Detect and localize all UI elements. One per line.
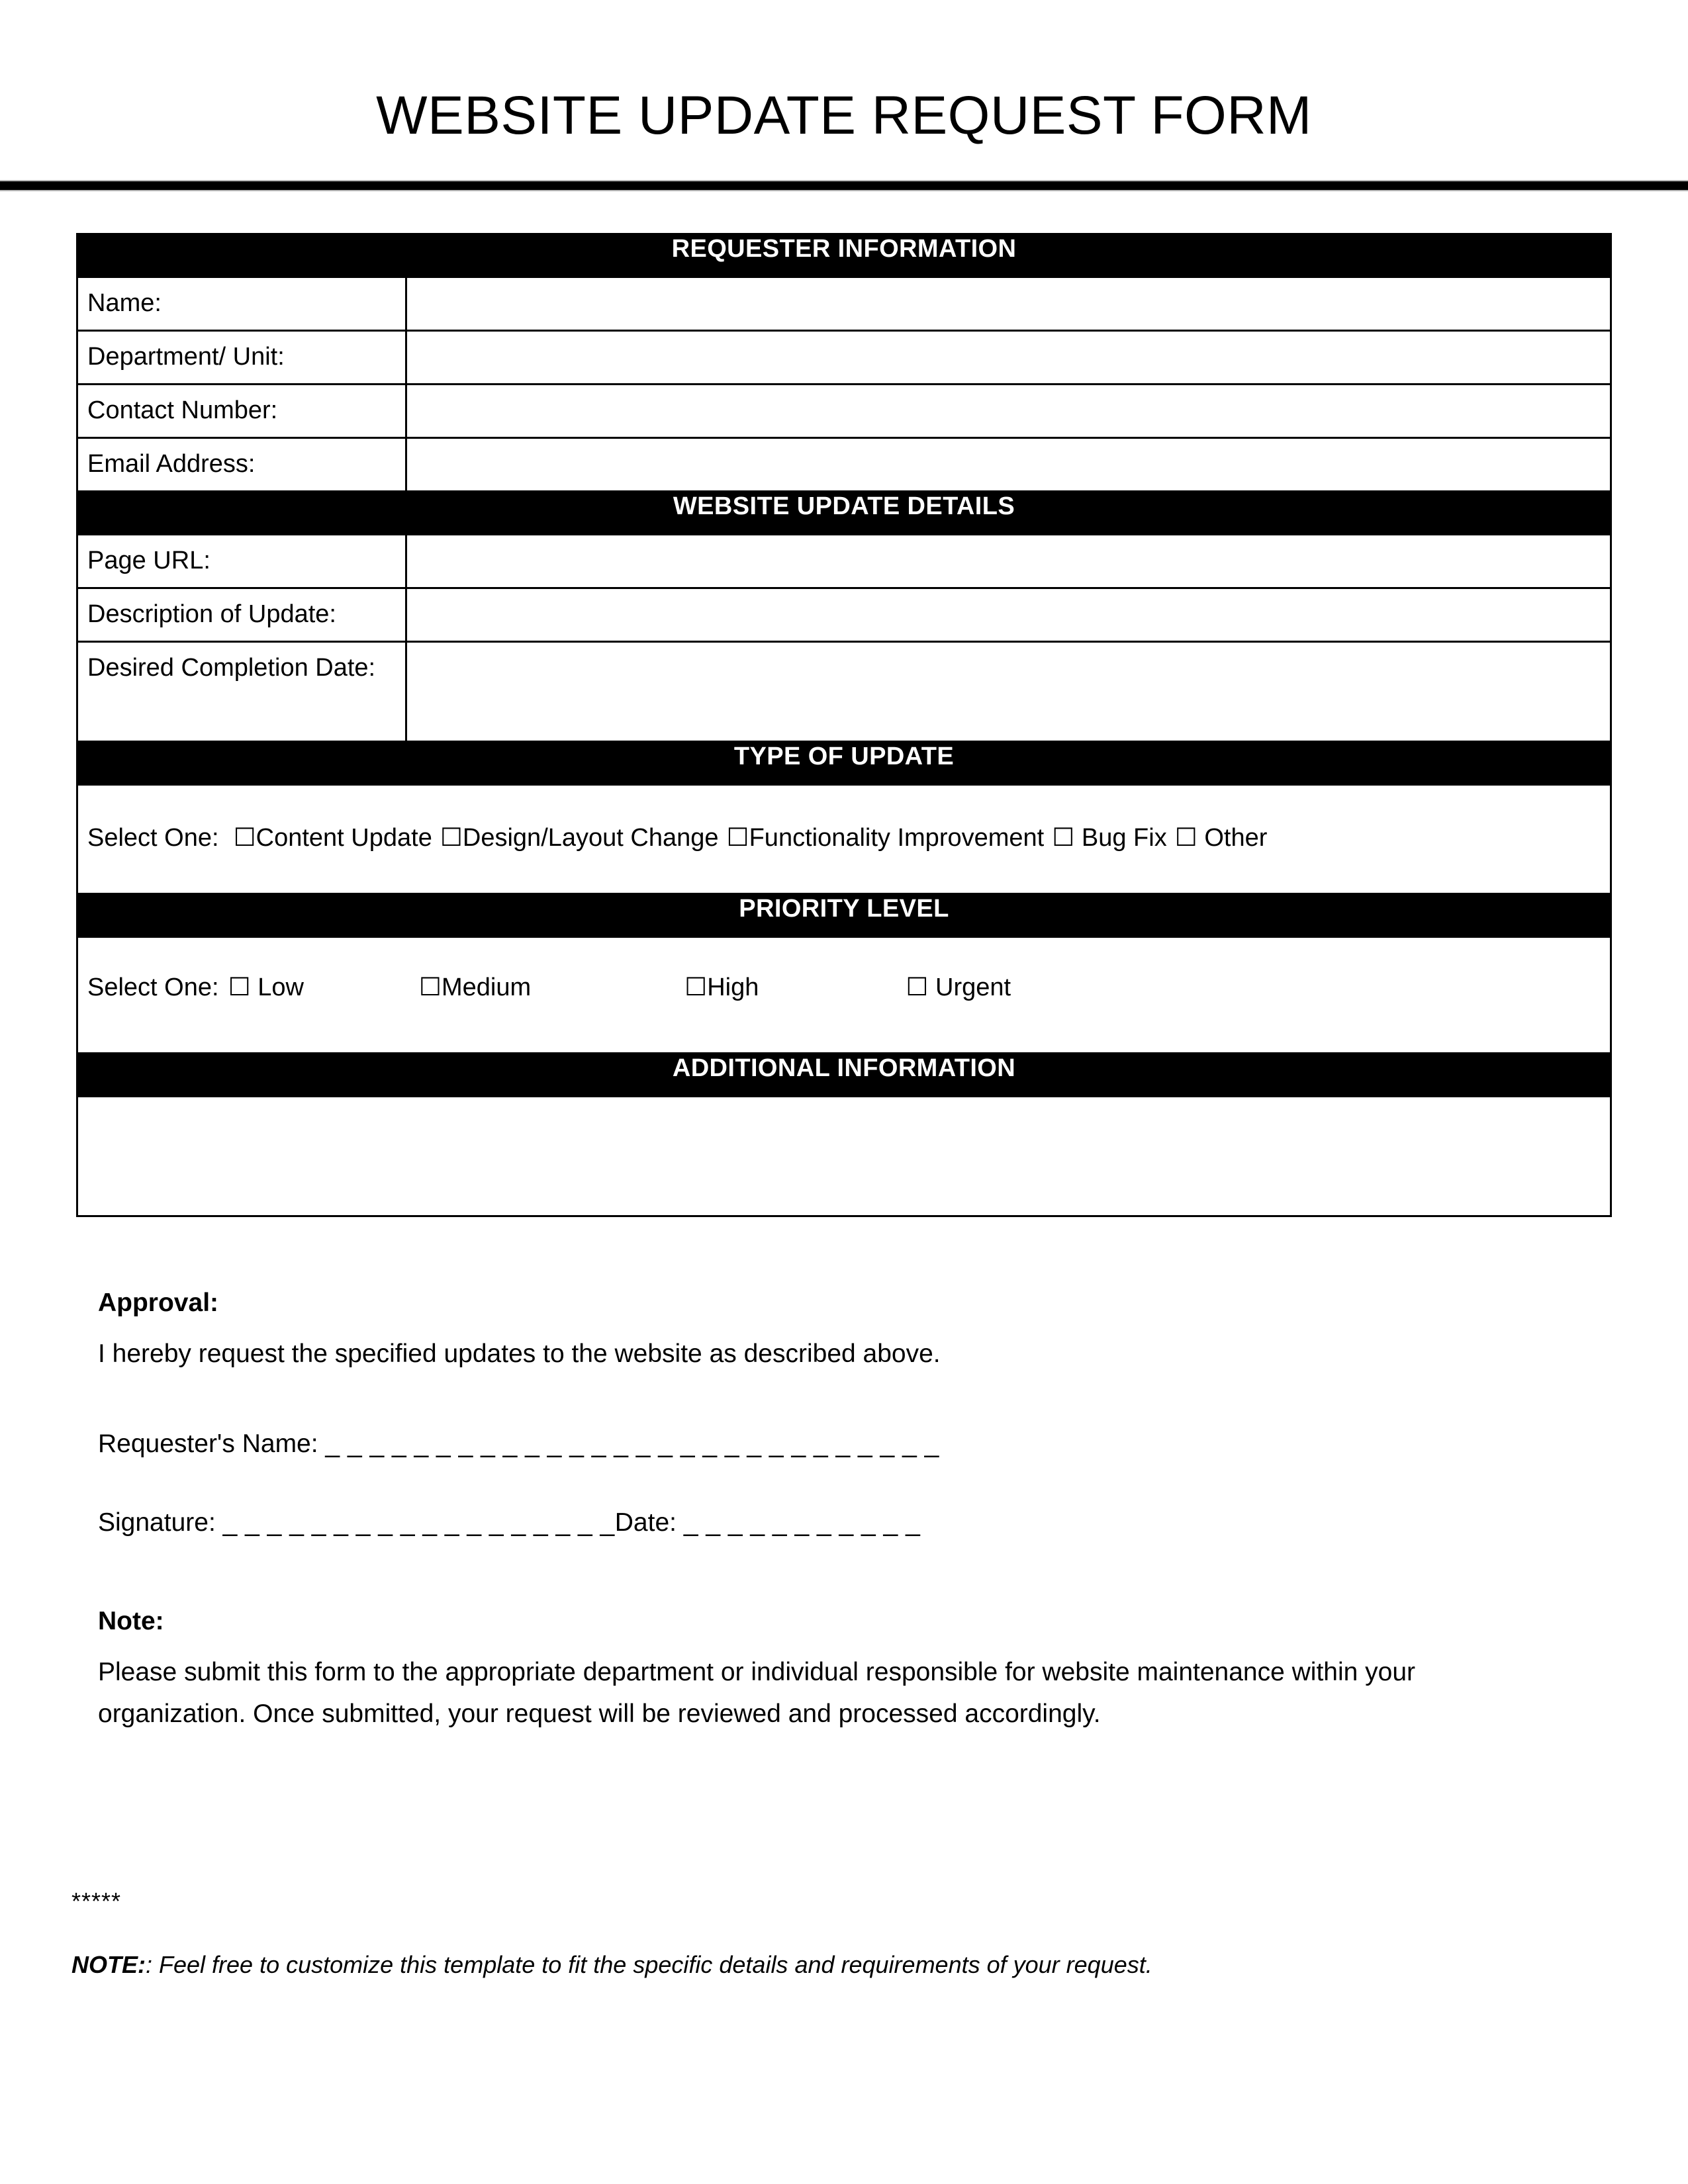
checkbox-icon[interactable]: ☐ (440, 823, 463, 852)
checkbox-option-other[interactable] (1175, 824, 1268, 852)
field-input-contact-number[interactable] (406, 385, 1611, 438)
date-label: Date: (614, 1508, 684, 1537)
section-header-requester-information (77, 234, 1611, 277)
section-header-label: TYPE OF UPDATE (77, 742, 1611, 785)
requesters-name-blank[interactable]: _ _ _ _ _ _ _ _ _ _ _ _ _ _ _ _ _ _ _ _ _ _ _ _ _ _ _ _ (325, 1429, 939, 1458)
table-row (77, 1097, 1611, 1216)
requesters-name-line (98, 1423, 1521, 1465)
checkbox-option-functionality-improvement[interactable] (727, 824, 1045, 852)
footer-separator-asterisks: ***** (71, 1888, 122, 1915)
section-header-website-update-details (77, 492, 1611, 535)
table-row (77, 331, 1611, 385)
signature-blank[interactable]: _ _ _ _ _ _ _ _ _ _ _ _ _ _ _ _ _ _ (222, 1508, 615, 1537)
checkbox-label: Other (1204, 824, 1268, 852)
field-input-desired-completion-date[interactable] (406, 642, 1611, 742)
checkbox-label: Design/Layout Change (462, 824, 719, 852)
footer-note-label: NOTE: (71, 1951, 146, 1978)
field-label-page-url: Page URL: (77, 535, 406, 588)
footer-note-text: : Feel free to customize this template to fit the specific details and requirements of your request. (146, 1951, 1152, 1978)
checkbox-option-high[interactable] (684, 972, 759, 1002)
approval-heading: Approval: (98, 1289, 219, 1318)
priority-level-options-row (77, 937, 1611, 1054)
form-table (76, 233, 1612, 1217)
checkbox-label: Urgent (935, 974, 1011, 1002)
title-divider (0, 180, 1688, 191)
note-block (98, 1600, 1521, 1735)
checkbox-icon[interactable]: ☐ (228, 972, 251, 1002)
checkbox-label: Bug Fix (1081, 824, 1167, 852)
requesters-name-label: Requester's Name: (98, 1429, 326, 1458)
signature-label: Signature: (98, 1508, 223, 1537)
checkbox-option-medium[interactable] (419, 972, 531, 1002)
field-input-page-url[interactable] (406, 535, 1611, 588)
checkbox-option-bug-fix[interactable] (1052, 824, 1166, 852)
field-label-desired-completion-date: Desired Completion Date: (77, 642, 406, 742)
checkbox-option-urgent[interactable] (906, 972, 1011, 1002)
field-input-name[interactable] (406, 277, 1611, 331)
note-body: Please submit this form to the appropriate department or individual responsible for website maintenance within your organization. Once submitted, your request will be reviewed and processed accordingly. (98, 1658, 1416, 1729)
checkbox-label: High (707, 974, 759, 1002)
field-label-description-of-update: Description of Update: (77, 588, 406, 642)
section-header-label: PRIORITY LEVEL (77, 894, 1611, 937)
checkbox-icon[interactable]: ☐ (726, 823, 749, 852)
table-row (77, 438, 1611, 492)
table-row (77, 588, 1611, 642)
field-input-description-of-update[interactable] (406, 588, 1611, 642)
table-row (77, 785, 1611, 894)
signature-date-line (98, 1502, 1521, 1543)
type-of-update-options-row (77, 785, 1611, 894)
checkbox-option-low[interactable] (228, 972, 304, 1002)
date-blank[interactable]: _ _ _ _ _ _ _ _ _ _ _ (683, 1508, 921, 1537)
table-row (77, 385, 1611, 438)
checkbox-label: Functionality Improvement (749, 824, 1045, 852)
field-label-department-unit: Department/ Unit: (77, 331, 406, 385)
approval-statement: I hereby request the specified updates to the website as described above. (98, 1340, 941, 1369)
field-label-name: Name: (77, 277, 406, 331)
section-header-label: WEBSITE UPDATE DETAILS (77, 492, 1611, 535)
checkbox-label: Medium (442, 974, 532, 1002)
field-label-contact-number: Contact Number: (77, 385, 406, 438)
note-heading: Note: (98, 1606, 164, 1635)
table-row (77, 937, 1611, 1054)
page-title: WEBSITE UPDATE REQUEST FORM (376, 85, 1312, 146)
field-input-email-address[interactable] (406, 438, 1611, 492)
approval-block (98, 1282, 1521, 1735)
table-row (77, 642, 1611, 742)
checkbox-icon[interactable]: ☐ (684, 972, 708, 1002)
form-table-wrapper (76, 233, 1612, 1217)
layout-spacer (98, 1465, 1521, 1502)
additional-information-input[interactable] (77, 1097, 1611, 1216)
checkbox-icon[interactable]: ☐ (1052, 823, 1075, 852)
checkbox-label: Content Update (256, 824, 432, 852)
section-header-label: ADDITIONAL INFORMATION (77, 1054, 1611, 1097)
type-select-one-label: Select One: (87, 824, 219, 852)
field-label-email-address: Email Address: (77, 438, 406, 492)
checkbox-icon[interactable]: ☐ (1174, 823, 1197, 852)
title-block (0, 0, 1688, 144)
footer-note (71, 1947, 1528, 1983)
checkbox-icon[interactable]: ☐ (233, 823, 256, 852)
table-row (77, 277, 1611, 331)
footer-block (71, 1884, 1528, 1983)
checkbox-icon[interactable]: ☐ (418, 972, 442, 1002)
section-header-priority-level (77, 894, 1611, 937)
checkbox-label: Low (258, 974, 304, 1002)
section-header-label: REQUESTER INFORMATION (77, 234, 1611, 277)
layout-spacer (98, 1375, 1521, 1423)
checkbox-option-design-layout-change[interactable] (440, 824, 719, 852)
section-header-additional-information (77, 1054, 1611, 1097)
table-row (77, 535, 1611, 588)
field-input-department-unit[interactable] (406, 331, 1611, 385)
section-header-type-of-update (77, 742, 1611, 785)
checkbox-icon[interactable]: ☐ (906, 972, 929, 1002)
checkbox-option-content-update[interactable] (234, 824, 432, 852)
priority-select-one-label: Select One: (87, 974, 219, 1002)
